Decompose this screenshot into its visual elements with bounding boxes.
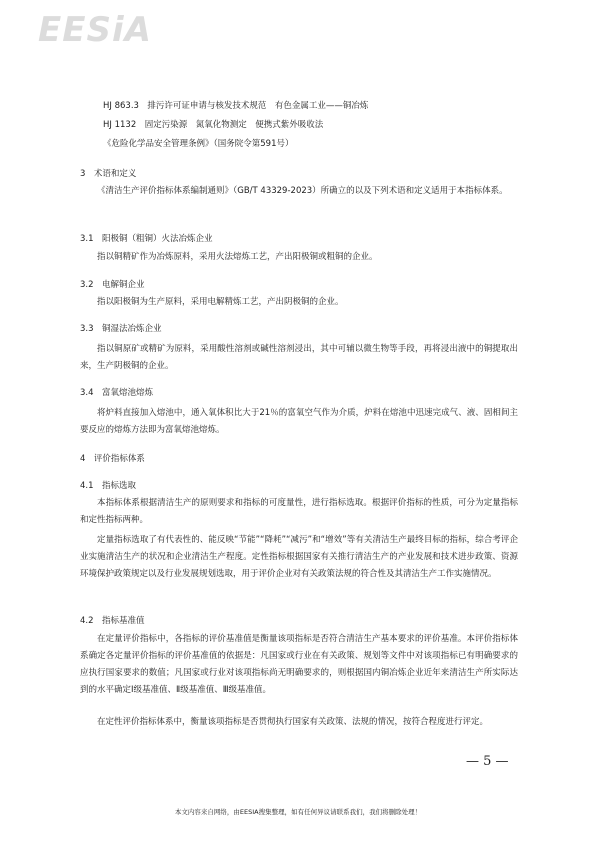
section-4-1-heading: 4.1 指标选取 — [80, 481, 137, 491]
section-3-4-text: 将炉料直接加入熔池中，通入氧体积比大于21％的富氧空气作为介质，炉料在熔池中迅速完成气、液、固相间主要反应的熔炼方法即为富氧熔池熔炼。 — [80, 408, 518, 435]
reference-regulation: 《危险化学品安全管理条例》（国务院令第591号） — [103, 139, 294, 149]
section-3-heading: 3 术语和定义 — [80, 169, 137, 179]
section-3-2-text: 指以阳极铜为生产原料，采用电解精炼工艺，产出阴极铜的企业。 — [97, 297, 344, 307]
section-3-3-text: 指以铜原矿或精矿为原料，采用酸性溶剂或碱性溶剂浸出，其中可辅以微生物等手段，再将浸出液中的铜提取出来，生产阴极铜的企业。 — [80, 344, 518, 371]
section-4-2-text-2: 在定性评价指标体系中，衡量该项指标是否贯彻执行国家有关政策、法规的情况，按符合程度进行评定。 — [97, 717, 489, 727]
section-4-2-text-1: 在定量评价指标中，各指标的评价基准值是衡量该项指标是否符合清洁生产基本要求的评价基准。本评价指标体系确定各定量评价指标的评价基准值的依据是：凡国家或行业在有关政策、规划等文件中对该项指标已有明确要求的应执行国家要求的数值；凡国家或行业对该项指标尚无明确要求的，则根据国内铜冶炼企业近年来清洁生产所实际达到的水平确定Ⅰ级基准值、Ⅱ级基准值、Ⅲ级基准值。 — [80, 634, 518, 695]
section-3-4-heading: 3.4 富氧熔池熔炼 — [80, 388, 154, 398]
section-4-1-text-2: 定量指标选取了有代表性的、能反映“节能”“降耗”“减污”和“增效”等有关清洁生产最终目标的指标，综合考评企业实施清洁生产的状况和企业清洁生产程度。定性指标根据国家有关推行清洁生产的产业发展和技术进步政策、资源环境保护政策规定以及行业发展规划选取，用于评价企业对有关政策法规的符合性及其清洁生产工作实施情况。 — [80, 535, 518, 579]
section-3-3-heading: 3.3 铜湿法冶炼企业 — [80, 324, 162, 334]
footer-notice: 本文内容来自网络，由EESIA搜集整理，如有任何异议请联系我们，我们将删除处理！ — [174, 808, 422, 816]
section-3-1-heading: 3.1 阳极铜（粗铜）火法冶炼企业 — [80, 234, 213, 244]
section-3-2-heading: 3.2 电解铜企业 — [80, 280, 145, 290]
watermark-logo: EESiA — [38, 10, 152, 50]
section-4-1-text-1: 本指标体系根据清洁生产的原则要求和指标的可度量性，进行指标选取。根据评价指标的性质，可分为定量指标和定性指标两种。 — [80, 498, 518, 525]
section-3-text: 《清洁生产评价指标体系编制通则》（GB/T 43329-2023）所确立的以及下列术语和定义适用于本指标体系。 — [97, 186, 508, 196]
section-4-heading: 4 评价指标体系 — [80, 454, 145, 464]
reference-hj863: HJ 863.3 排污许可证申请与核发技术规范 有色金属工业——铜冶炼 — [103, 101, 369, 111]
page-number: — 5 — — [466, 754, 509, 769]
section-3-1-text: 指以铜精矿作为冶炼原料，采用火法熔炼工艺，产出阳极铜或粗铜的企业。 — [97, 252, 378, 262]
reference-hj1132: HJ 1132 固定污染源 氮氧化物测定 便携式紫外吸收法 — [103, 120, 324, 130]
section-4-2-heading: 4.2 指标基准值 — [80, 616, 145, 626]
